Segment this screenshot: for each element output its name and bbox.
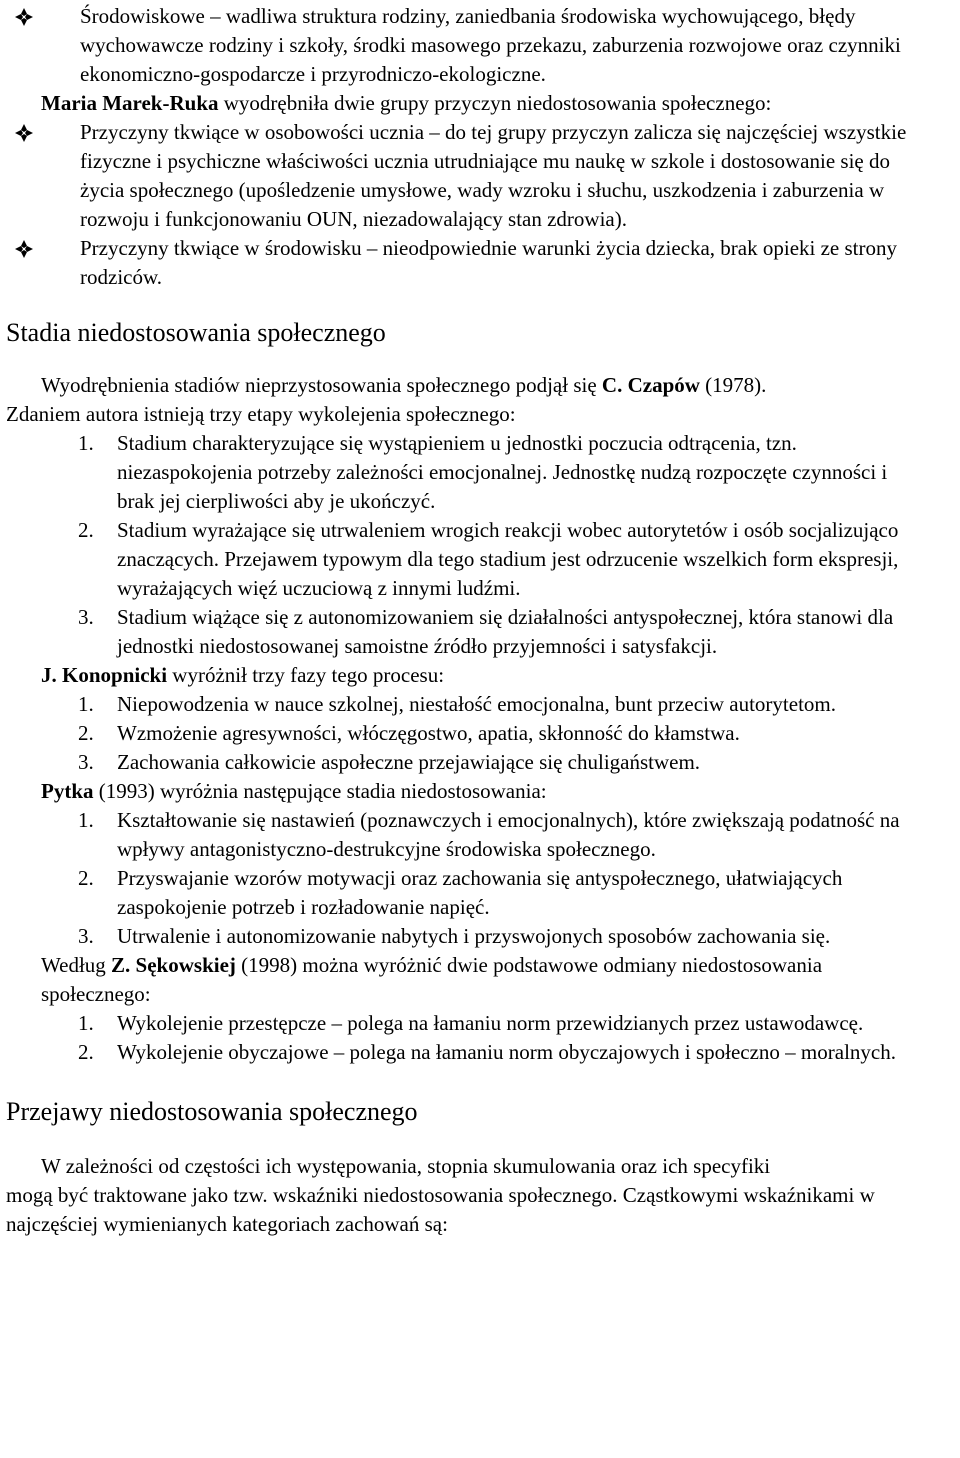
author-name: Pytka: [41, 779, 94, 803]
list-number: 2.: [78, 721, 94, 745]
intro-text: Wyodrębnienia stadiów nieprzystosowania społecznego podjął się: [41, 373, 602, 397]
intro-text: (1993) wyróżnia następujące stadia niedostosowania:: [93, 779, 547, 803]
list-text: Stadium wyrażające się utrwaleniem wrogich reakcji wobec autorytetów i osób socjalizująco znaczących. Przejawem typowym dla tego stadium jest odrzucenie wszelkich form ekspresji, wyrażających więź uczuciową z innymi ludźmi.: [117, 518, 899, 600]
author-name: C. Czapów: [601, 373, 700, 397]
section-heading-przejawy: Przejawy niedostosowania społecznego: [6, 1097, 418, 1126]
intro-text: (1998) można wyróżnić dwie podstawowe odmiany niedostosowania społecznego:: [41, 953, 823, 1006]
list-item: [0, 748, 927, 777]
czapow-intro-line2: Zdaniem autora istnieją trzy etapy wykolejenia społecznego:: [6, 402, 516, 426]
intro-text: wyróżnił trzy fazy tego procesu:: [167, 663, 445, 687]
bullet-item: [0, 118, 920, 234]
pytka-intro: [0, 777, 941, 806]
list-number: 1.: [78, 692, 94, 716]
list-number: 3.: [78, 605, 94, 629]
bullet-item: [0, 234, 920, 292]
list-item: [0, 429, 927, 516]
list-item: [0, 690, 927, 719]
list-text: Wzmożenie agresywności, włóczęgostwo, apatia, skłonność do kłamstwa.: [117, 721, 740, 745]
list-text: Przyswajanie wzorów motywacji oraz zachowania się antyspołecznego, ułatwiających zaspokojenie potrzeb i rozładowanie napięć.: [117, 866, 843, 919]
przejawy-paragraph: mogą być traktowane jako tzw. wskaźniki niedostosowania społecznego. Cząstkowymi wskaźnikami w najczęściej wymienianych kategoriach zachowań są:: [6, 1183, 875, 1236]
intro-text: wyodrębniła dwie grupy przyczyn niedostosowania społecznego:: [218, 91, 772, 115]
diamond-bullet-icon: [14, 239, 34, 259]
bullet-text: Środowiskowe – wadliwa struktura rodziny, zaniedbania środowiska wychowującego, błędy wychowawcze rodziny i szkoły, środki masowego przekazu, zaburzenia rozwojowe oraz czynniki ekonomiczno-gospodarcze i przyrodniczo-ekologiczne.: [80, 4, 901, 86]
list-text: Wykolejenie obyczajowe – polega na łamaniu norm obyczajowych i społeczno – moralnych.: [117, 1040, 896, 1064]
list-item: [0, 719, 927, 748]
bullet-item: [0, 2, 920, 89]
author-name: Maria Marek-Ruka: [41, 91, 219, 115]
intro-text: (1978).: [699, 373, 767, 397]
list-text: Stadium charakteryzujące się wystąpieniem u jednostki poczucia odtrącenia, tzn. niezaspokojenia potrzeby zależności emocjonalnej. Jednostkę nudzą rozpoczęte czynności i brak jej cierpliwości aby je ukończyć.: [117, 431, 888, 513]
list-text: Stadium wiążące się z autonomizowaniem się działalności antyspołecznej, która stanowi dla jednostki niedostosowanej samoistne źródło przyjemności i satysfakcji.: [117, 605, 894, 658]
bullet-text: Przyczyny tkwiące w osobowości ucznia – do tej grupy przyczyn zalicza się najczęściej wszystkie fizyczne i psychiczne właściwości ucznia utrudniające mu naukę w szkole i dostosowanie się do życia społecznego (upośledzenie umysłowe, wady wzroku i słuchu, uszkodzenia i zaburzenia w rozwoju i funkcjonowaniu OUN, niezadowalający stan zdrowia).: [80, 120, 907, 231]
list-text: Kształtowanie się nastawień (poznawczych i emocjonalnych), które zwiększają podatność na wpływy antagonistyczno-destrukcyjne środowiska społecznego.: [117, 808, 900, 861]
author-name: Z. Sękowskiej: [111, 953, 236, 977]
list-item: [0, 603, 927, 661]
list-text: Wykolejenie przestępcze – polega na łamaniu norm przewidzianych przez ustawodawcę.: [117, 1011, 864, 1035]
czapow-intro: [0, 371, 941, 400]
list-number: 3.: [78, 750, 94, 774]
list-item: [0, 516, 927, 603]
list-number: 3.: [78, 924, 94, 948]
list-item: [0, 1038, 927, 1067]
przejawy-paragraph-line1: W zależności od częstości ich występowania, stopnia skumulowania oraz ich specyfiki: [41, 1154, 771, 1178]
author-name: J. Konopnicki: [41, 663, 168, 687]
list-item: [0, 1009, 927, 1038]
list-number: 1.: [78, 431, 94, 455]
list-text: Niepowodzenia w nauce szkolnej, niestałość emocjonalna, bunt przeciw autorytetom.: [117, 692, 837, 716]
list-item: [0, 806, 927, 864]
sekowska-intro: [0, 951, 841, 1009]
list-item: [0, 922, 927, 951]
konopnicki-intro: [0, 661, 941, 690]
marek-ruka-intro: [0, 89, 941, 118]
list-number: 2.: [78, 518, 94, 542]
diamond-bullet-icon: [14, 123, 34, 143]
list-number: 1.: [78, 808, 94, 832]
bullet-text: Przyczyny tkwiące w środowisku – nieodpowiednie warunki życia dziecka, brak opieki ze strony rodziców.: [80, 236, 897, 289]
list-item: [0, 864, 927, 922]
list-number: 1.: [78, 1011, 94, 1035]
diamond-bullet-icon: [14, 7, 34, 27]
section-heading-stadia: Stadia niedostosowania społecznego: [6, 318, 386, 347]
list-number: 2.: [78, 1040, 94, 1064]
list-number: 2.: [78, 866, 94, 890]
list-text: Zachowania całkowicie aspołeczne przejawiające się chuligaństwem.: [117, 750, 701, 774]
list-text: Utrwalenie i autonomizowanie nabytych i przyswojonych sposobów zachowania się.: [117, 924, 831, 948]
intro-text: Według: [41, 953, 112, 977]
